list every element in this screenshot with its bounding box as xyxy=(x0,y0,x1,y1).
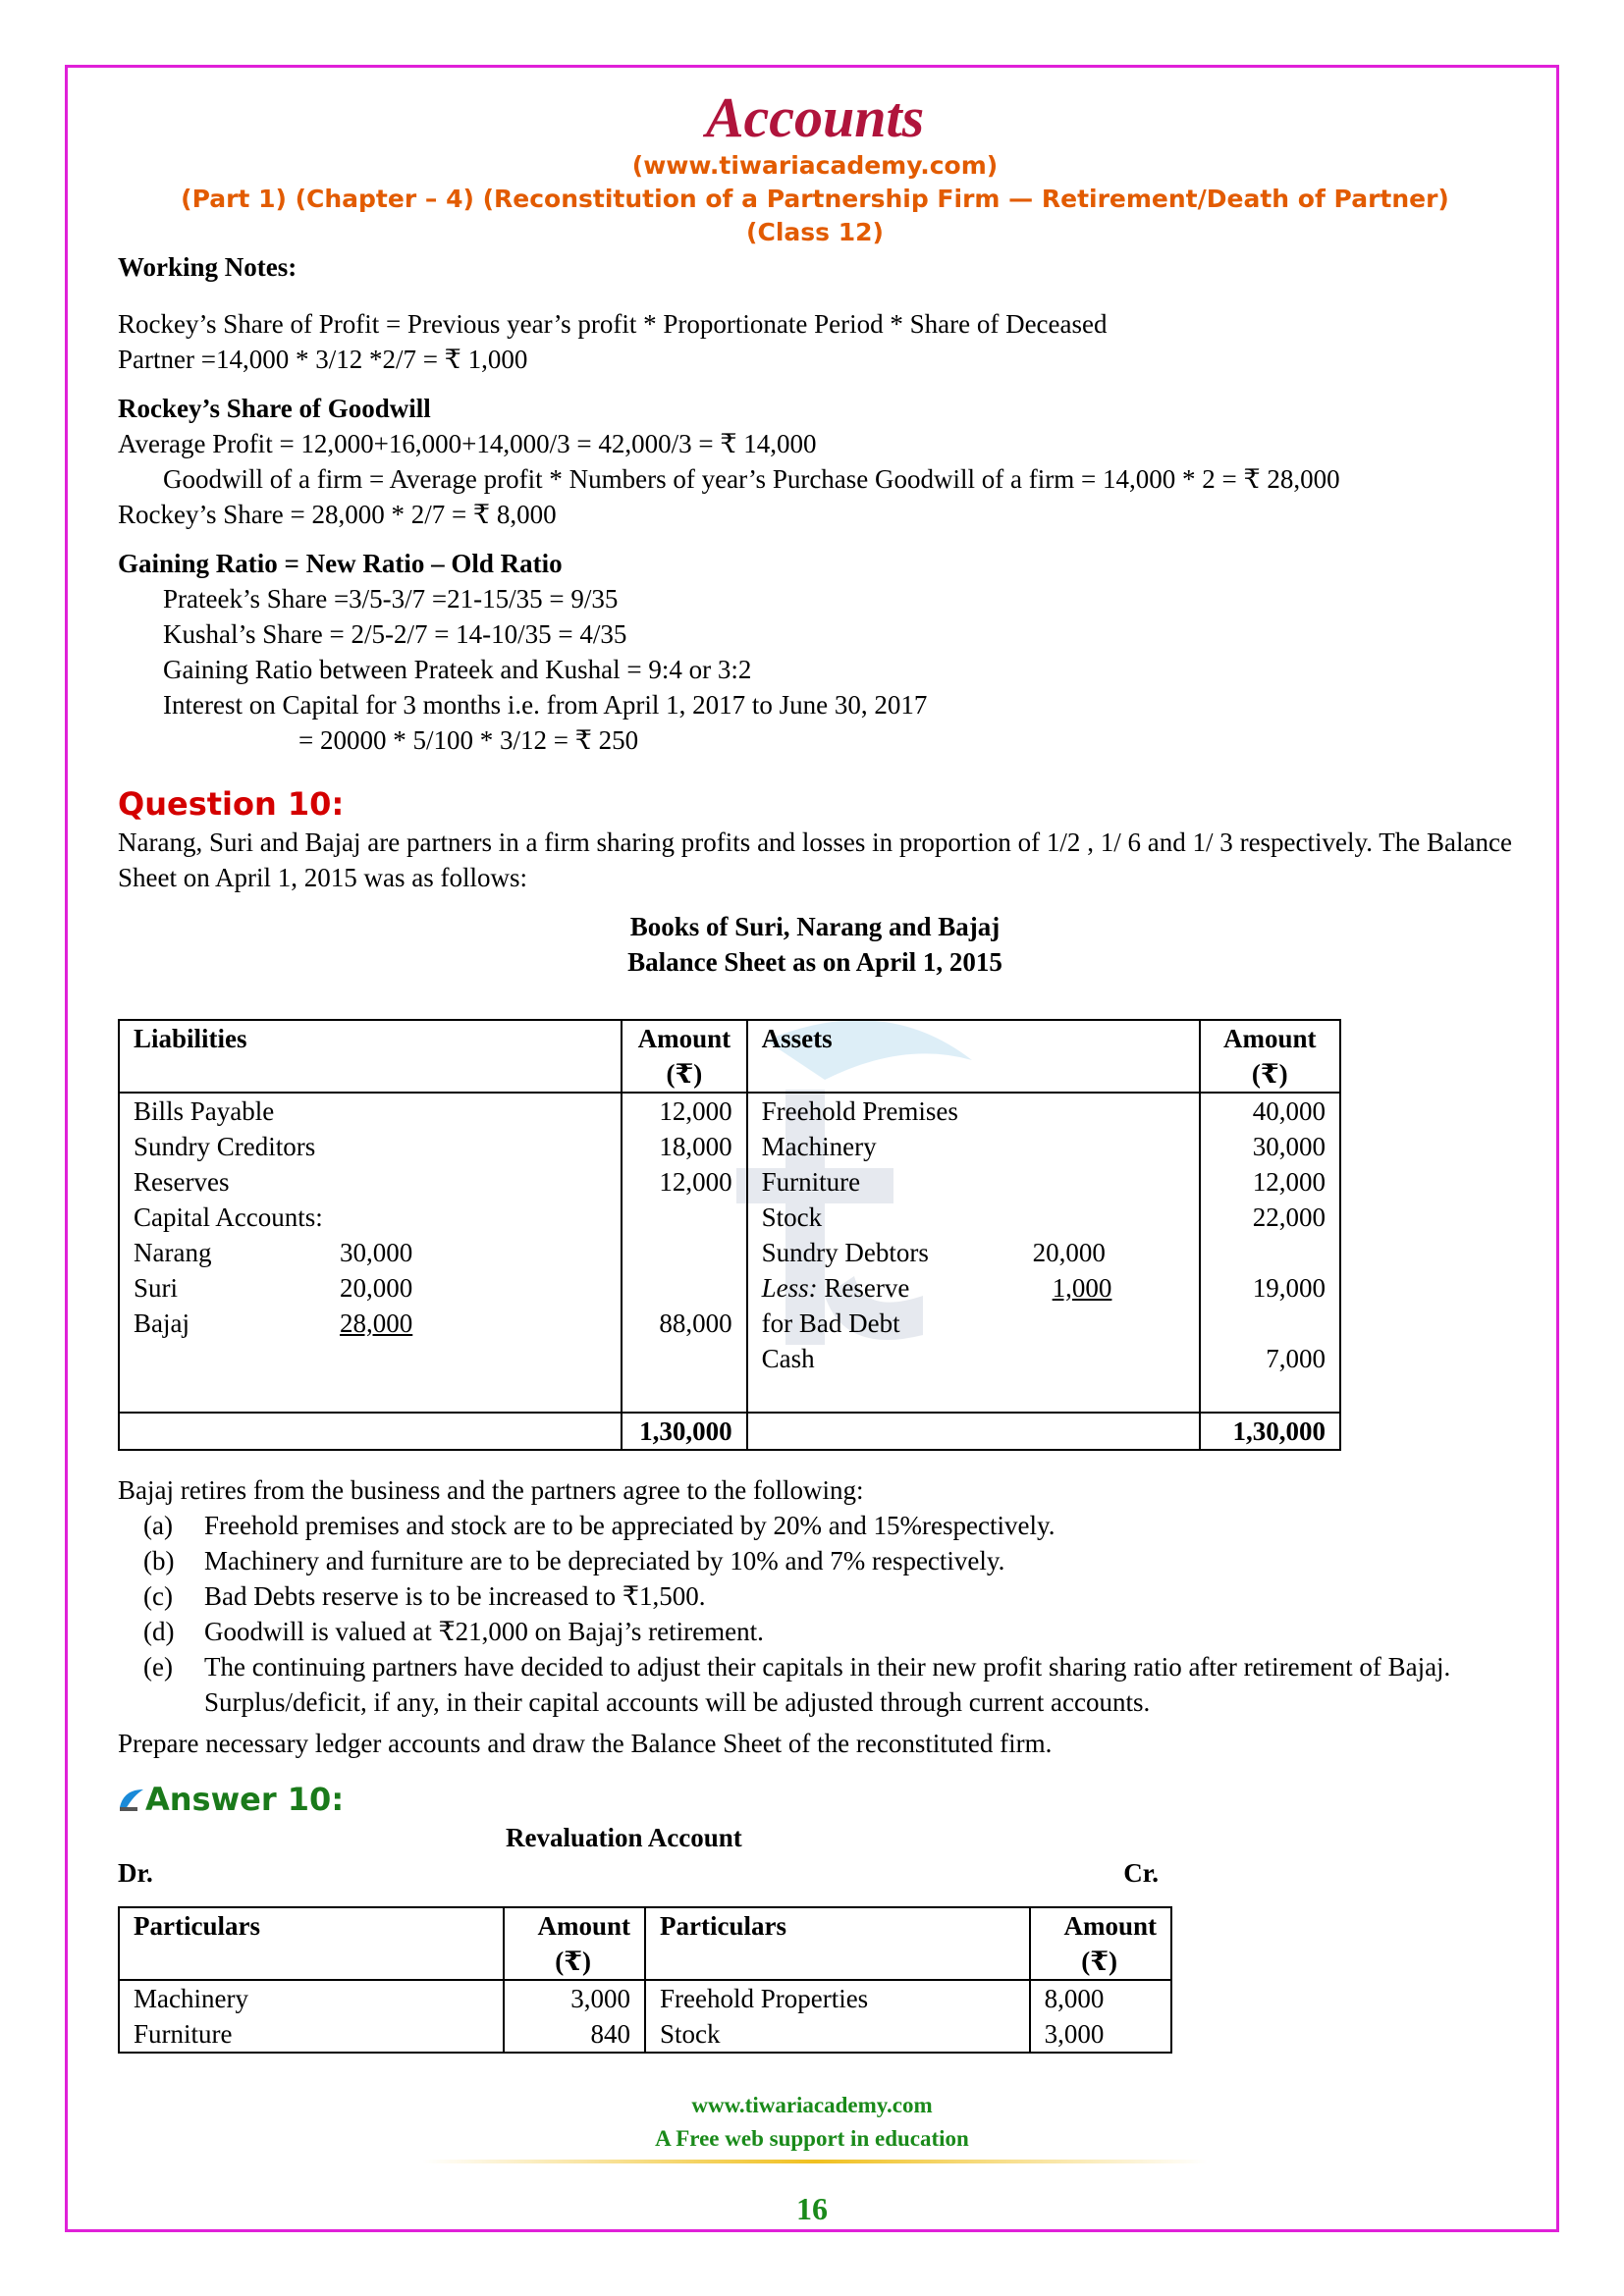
footer-tagline: A Free web support in education xyxy=(655,2126,969,2151)
total-assets: 1,30,000 xyxy=(1200,1413,1340,1450)
revaluation-table xyxy=(118,1906,1172,2054)
col-liab-amount: Amount (₹) xyxy=(622,1020,747,1093)
col-asset-amount: Amount (₹) xyxy=(1200,1020,1340,1093)
working-notes-heading: Working Notes: xyxy=(118,252,298,282)
instruction: Prepare necessary ledger accounts and draw the Balance Sheet of the reconstituted firm. xyxy=(118,1729,1053,1758)
terms-intro: Bajaj retires from the business and the partners agree to the following: xyxy=(118,1475,864,1505)
col-assets: Assets xyxy=(747,1020,1200,1093)
footer-url[interactable]: www.tiwariacademy.com xyxy=(691,2093,933,2117)
table-row: Furniture 840 Stock 3,000 xyxy=(119,2016,1171,2053)
capital-suri: Suri 20,000 xyxy=(134,1273,413,1303)
interest-line-1: Interest on Capital for 3 months i.e. from April 1, 2017 to June 30, 2017 xyxy=(163,690,928,720)
col-cr-amount: Amount (₹) xyxy=(1030,1907,1171,1980)
assets-amounts: 40,000 30,000 12,000 22,000 19,000 7,000 xyxy=(1200,1093,1340,1413)
col-liabilities: Liabilities xyxy=(119,1020,622,1093)
dr-cr-row xyxy=(118,1855,1159,1891)
share-profit-line-2: Partner =14,000 * 3/12 *2/7 = ₹ 1,000 xyxy=(118,345,528,374)
average-profit: Average Profit = 12,000+16,000+14,000/3 = 42,000/3 = ₹ 14,000 xyxy=(118,429,817,458)
goodwill-of-firm: Goodwill of a firm = Average profit * Numbers of year’s Purchase Goodwill of a firm = 14,000 * 2 = ₹ 28,000 xyxy=(163,464,1340,494)
answer-heading: Answer 10: xyxy=(118,1779,1512,1820)
share-profit-line-1: Rockey’s Share of Profit = Previous year’s profit * Proportionate Period * Share of Deceased xyxy=(118,309,1108,339)
goodwill-heading: Rockey’s Share of Goodwill xyxy=(118,394,431,423)
total-liabilities: 1,30,000 xyxy=(622,1413,747,1450)
less-reserve: Less: Reserve 1,000 xyxy=(761,1273,1112,1303)
gaining-ratio-heading: Gaining Ratio = New Ratio – Old Ratio xyxy=(118,549,563,578)
balance-sheet-title-1: Books of Suri, Narang and Bajaj xyxy=(629,912,1001,941)
col-dr-particulars: Particulars xyxy=(119,1907,504,1980)
revaluation-title: Revaluation Account xyxy=(506,1823,742,1852)
cr-label: Cr. xyxy=(1123,1858,1159,1888)
header-website: (www.tiwariacademy.com) xyxy=(631,151,999,180)
question-heading: Question 10: xyxy=(118,785,345,823)
table-row: Machinery 3,000 Freehold Properties 8,000 xyxy=(119,1980,1171,2016)
sundry-debtors: Sundry Debtors 20,000 xyxy=(761,1238,1106,1267)
interest-line-2: = 20000 * 5/100 * 3/12 = ₹ 250 xyxy=(298,725,639,755)
assets-list: Freehold Premises Machinery Furniture Stock Sundry Debtors 20,000 Less: Reserve 1,000 for Bad Debt Cash xyxy=(747,1093,1200,1413)
term-d: (d) Goodwill is valued at ₹21,000 on Bajaj’s retirement. xyxy=(143,1617,764,1646)
liabilities-list: Bills Payable Sundry Creditors Reserves Capital Accounts: Narang 30,000 Suri 20,000 Bajaj 28,000 xyxy=(119,1093,622,1413)
term-c: (c) Bad Debts reserve is to be increased to ₹1,500. xyxy=(143,1581,706,1611)
question-text: Narang, Suri and Bajaj are partners in a firm sharing profits and losses in proportion of 1/2 , 1/ 6 and 1/ 3 respectively. The Balance Sheet on April 1, 2015 was as follows: xyxy=(118,828,1512,892)
page-title: Accounts xyxy=(705,85,925,149)
balance-sheet-title-2: Balance Sheet as on April 1, 2015 xyxy=(627,947,1002,977)
tiwari-leaf-icon xyxy=(118,1786,145,1813)
col-dr-amount: Amount (₹) xyxy=(504,1907,645,1980)
term-b: (b) Machinery and furniture are to be depreciated by 10% and 7% respectively. xyxy=(143,1546,1005,1575)
capital-bajaj: Bajaj 28,000 xyxy=(134,1308,413,1338)
page-content xyxy=(118,79,1512,2054)
col-cr-particulars: Particulars xyxy=(645,1907,1030,1980)
capital-narang: Narang 30,000 xyxy=(134,1238,413,1267)
balance-sheet-table xyxy=(118,1019,1341,1451)
page-number: 16 xyxy=(796,2191,828,2226)
kushal-share: Kushal’s Share = 2/5-2/7 = 14-10/35 = 4/35 xyxy=(163,619,627,649)
rockey-share: Rockey’s Share = 28,000 * 2/7 = ₹ 8,000 xyxy=(118,500,557,529)
term-e: (e) The continuing partners have decided to adjust their capitals in their new profit sharing ratio after retirement of Bajaj. Surplus/deficit, if any, in their capital accounts will be adjusted through current accounts. xyxy=(143,1652,1451,1717)
header-chapter: (Part 1) (Chapter – 4) (Reconstitution of a Partnership Firm — Retirement/Death of Partner) xyxy=(181,185,1449,213)
term-a: (a) Freehold premises and stock are to be appreciated by 20% and 15%respectively. xyxy=(143,1511,1056,1540)
footer-divider xyxy=(422,2160,1208,2163)
prateek-share: Prateek’s Share =3/5-3/7 =21-15/35 = 9/35 xyxy=(163,584,619,614)
liabilities-amounts: 12,000 18,000 12,000 88,000 xyxy=(622,1093,747,1413)
header-class: (Class 12) xyxy=(746,218,884,246)
dr-label: Dr. xyxy=(118,1858,153,1888)
gaining-ratio: Gaining Ratio between Prateek and Kushal = 9:4 or 3:2 xyxy=(163,655,752,684)
